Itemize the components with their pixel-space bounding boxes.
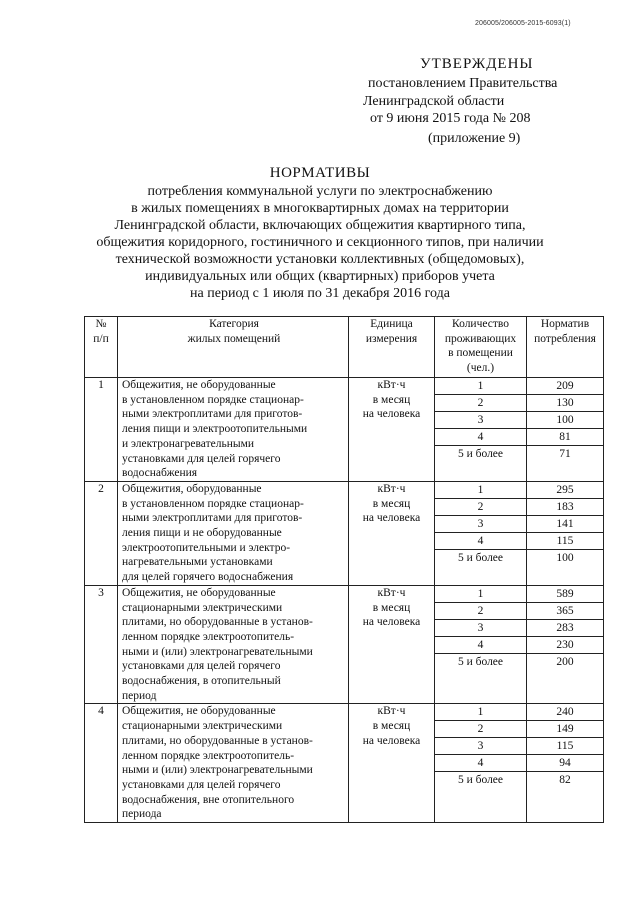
count-cell: 5 и более — [457, 448, 504, 460]
count-cell: 4 — [435, 637, 526, 654]
category-line: ными электроплитами для приготов- — [122, 512, 303, 525]
row-unit — [349, 585, 435, 704]
unit-line: на человека — [362, 512, 421, 525]
category-line: стационарными электрическими — [122, 720, 283, 733]
count-cell: 5 и более — [457, 774, 504, 787]
approval-title: УТВЕРЖДЕНЫ — [420, 56, 534, 72]
norm-cell: 295 — [527, 482, 603, 499]
norm-cell: 100 — [556, 551, 574, 564]
category-line: ными и (или) электронагревательными — [122, 764, 313, 777]
category-line: ленном порядке электроотопитель- — [122, 749, 295, 762]
header-count — [435, 317, 527, 378]
header-text: п/п — [93, 332, 109, 345]
subtitle-line: технической возможности установки коллективных (общедомовых), — [115, 252, 525, 267]
count-cell: 4 — [435, 429, 526, 446]
count-cell: 5 и более — [457, 655, 504, 668]
table-header-row — [85, 317, 604, 378]
unit-line: кВт·ч — [377, 586, 406, 599]
category-line: для целей горячего водоснабжения — [122, 571, 294, 584]
row-category — [118, 585, 349, 704]
norm-cell: 589 — [527, 586, 603, 603]
category-line: в установленном порядке стационар- — [122, 393, 304, 406]
category-line: ления пищи и не оборудованные — [122, 527, 282, 540]
row-counts — [435, 585, 527, 704]
row-number: 3 — [85, 585, 118, 704]
count-cell: 3 — [435, 412, 526, 429]
category-line: периода — [122, 808, 162, 821]
row-counts — [435, 378, 527, 482]
table-row — [85, 481, 604, 585]
count-cell: 2 — [435, 499, 526, 516]
document-title: НОРМАТИВЫ — [269, 165, 371, 181]
category-line: нагревательными установками — [122, 556, 273, 569]
category-line: период — [122, 689, 157, 702]
subtitle-line: индивидуальных или общих (квартирных) приборов учета — [145, 269, 495, 284]
header-text: проживающих — [444, 332, 517, 345]
count-cell: 3 — [435, 516, 526, 533]
subtitle-line: общежития коридорного, гостиничного и секционного типов, при наличии — [96, 235, 544, 250]
document-subtitle — [80, 183, 560, 302]
header-text: жилых помещений — [187, 332, 281, 345]
header-text: измерения — [365, 332, 418, 345]
table-row — [85, 585, 604, 704]
count-cell: 4 — [435, 533, 526, 550]
category-line: ными и (или) электронагревательными — [122, 645, 313, 658]
count-cell: 5 и более — [457, 551, 504, 564]
category-line: ленном порядке электроотопитель- — [122, 630, 295, 643]
row-norms — [527, 378, 604, 482]
norms-table — [84, 316, 604, 823]
row-unit — [349, 378, 435, 482]
category-line: и электронагревательными — [122, 437, 255, 450]
subtitle-line: в жилых помещениях в многоквартирных домах на территории — [131, 201, 509, 216]
unit-line: в месяц — [372, 720, 411, 733]
header-text: Единица — [370, 318, 413, 330]
header-text: в помещении — [448, 347, 513, 360]
header-text: (чел.) — [466, 362, 495, 375]
approval-line: (приложение 9) — [428, 131, 521, 146]
header-text: № — [95, 318, 107, 330]
category-line: установками для целей горячего — [122, 452, 281, 465]
norm-cell: 183 — [527, 499, 603, 516]
category-line: ными электроплитами для приготов- — [122, 408, 303, 421]
norm-cell: 94 — [527, 755, 603, 772]
category-line: стационарными электрическими — [122, 601, 283, 614]
norm-cell: 230 — [527, 637, 603, 654]
header-num — [85, 317, 118, 378]
norm-cell: 240 — [527, 704, 603, 721]
category-line: водоснабжения, вне отопительного — [122, 793, 295, 806]
unit-line: в месяц — [372, 601, 411, 614]
header-unit — [349, 317, 435, 378]
subtitle-line: потребления коммунальной услуги по электроснабжению — [147, 184, 493, 199]
norm-cell: 115 — [527, 533, 603, 550]
count-cell: 2 — [435, 603, 526, 620]
unit-line: на человека — [362, 408, 421, 421]
norm-cell: 71 — [559, 448, 571, 460]
count-cell: 1 — [435, 704, 526, 721]
count-cell: 3 — [435, 738, 526, 755]
count-cell: 1 — [435, 482, 526, 499]
category-line: установками для целей горячего — [122, 660, 281, 673]
row-norms — [527, 704, 604, 823]
norm-cell: 283 — [527, 620, 603, 637]
count-cell: 1 — [435, 586, 526, 603]
category-line: плитами, но оборудованные в установ- — [122, 734, 313, 747]
count-cell: 3 — [435, 620, 526, 637]
table-row — [85, 704, 604, 823]
unit-line: кВт·ч — [377, 705, 406, 718]
subtitle-line: Ленинградской области, включающих общежития квартирного типа, — [114, 218, 526, 233]
row-counts — [435, 481, 527, 585]
count-cell: 4 — [435, 755, 526, 772]
category-line: в установленном порядке стационар- — [122, 497, 304, 510]
unit-line: в месяц — [372, 497, 411, 510]
header-category — [118, 317, 349, 378]
row-category — [118, 704, 349, 823]
norm-cell: 200 — [556, 655, 574, 668]
count-cell: 2 — [435, 395, 526, 412]
count-cell: 1 — [435, 378, 526, 395]
subtitle-line: на период с 1 июля по 31 декабря 2016 года — [190, 286, 450, 301]
norm-cell: 115 — [527, 738, 603, 755]
norm-cell: 365 — [527, 603, 603, 620]
category-line: установками для целей горячего — [122, 778, 281, 791]
count-cell: 2 — [435, 721, 526, 738]
row-norms — [527, 481, 604, 585]
header-text: Норматив — [540, 318, 590, 330]
category-line: водоснабжения — [122, 467, 198, 480]
category-line: Общежития, оборудованные — [122, 482, 262, 495]
approval-line: постановлением Правительства — [368, 76, 558, 91]
row-unit — [349, 704, 435, 823]
norm-cell: 209 — [527, 378, 603, 395]
unit-line: на человека — [362, 616, 421, 629]
norm-cell: 149 — [527, 721, 603, 738]
header-text: Категория — [209, 318, 259, 330]
approval-line: Ленинградской области — [363, 94, 505, 109]
row-number: 2 — [85, 481, 118, 585]
row-category — [118, 481, 349, 585]
category-line: водоснабжения, в отопительный — [122, 675, 281, 688]
norm-cell: 130 — [527, 395, 603, 412]
norm-cell: 141 — [527, 516, 603, 533]
unit-line: на человека — [362, 734, 421, 747]
approval-line: от 9 июня 2015 года № 208 — [370, 111, 531, 126]
header-norm — [527, 317, 604, 378]
row-number: 1 — [85, 378, 118, 482]
header-text: потребления — [534, 332, 596, 345]
row-category — [118, 378, 349, 482]
unit-line: кВт·ч — [377, 482, 406, 495]
category-line: Общежития, не оборудованные — [122, 705, 276, 718]
category-line: Общежития, не оборудованные — [122, 379, 276, 391]
norm-cell: 81 — [527, 429, 603, 446]
row-unit — [349, 481, 435, 585]
category-line: плитами, но оборудованные в установ- — [122, 616, 313, 629]
document-id: 206005/206005-2015-6093(1) — [475, 20, 571, 27]
row-counts — [435, 704, 527, 823]
category-line: ления пищи и электроотопительными — [122, 423, 308, 436]
norm-cell: 82 — [559, 774, 571, 787]
row-norms — [527, 585, 604, 704]
row-number: 4 — [85, 704, 118, 823]
unit-line: кВт·ч — [377, 379, 406, 391]
header-text: Количество — [452, 318, 509, 330]
category-line: Общежития, не оборудованные — [122, 586, 276, 599]
table-row — [85, 378, 604, 482]
norm-cell: 100 — [527, 412, 603, 429]
unit-line: в месяц — [372, 393, 411, 406]
category-line: электроотопительными и электро- — [122, 541, 291, 554]
